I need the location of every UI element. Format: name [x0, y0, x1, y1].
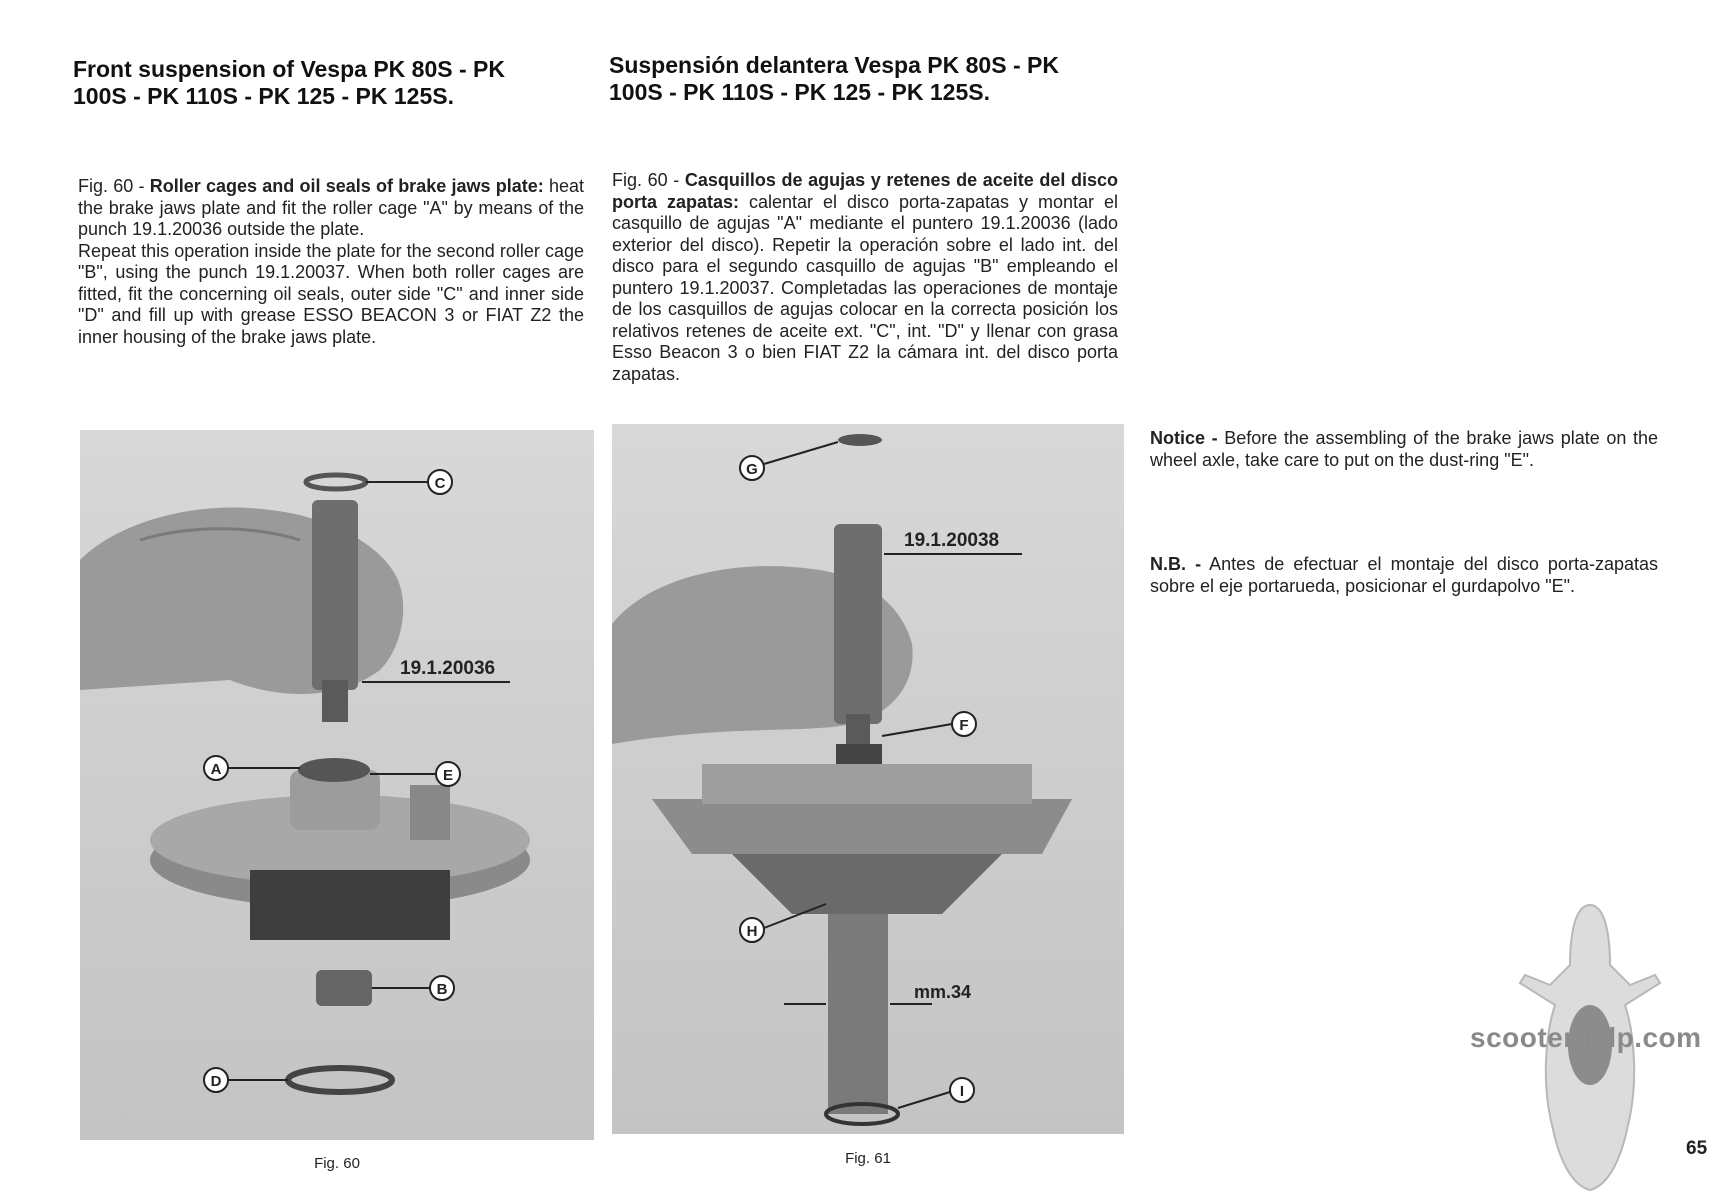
watermark-text: scooterhelp.com	[1470, 1022, 1702, 1053]
heading-spanish	[609, 52, 1129, 106]
body-english	[78, 176, 584, 348]
jaw-lever	[410, 785, 450, 840]
tool-label-fig60: 19.1.20036	[400, 658, 496, 679]
figure-60-illustration	[80, 430, 594, 1140]
seal-d-shape	[288, 1068, 392, 1092]
punch-tool	[312, 500, 358, 690]
dimension-label: mm.34	[914, 982, 972, 1002]
label-h: H	[746, 923, 758, 940]
fig-title-spanish: Casquillos de agujas y retenes de aceite del disco porta zapatas:	[612, 170, 1119, 212]
label-b: B	[436, 981, 448, 998]
brake-plate-housing	[250, 870, 450, 940]
label-i: I	[959, 1083, 965, 1100]
brake-drum-top	[702, 764, 1032, 804]
figure-60-caption: Fig. 60	[314, 1155, 360, 1172]
label-c: C	[434, 475, 446, 492]
notice-label: Notice -	[1150, 428, 1218, 448]
label-g: G	[746, 461, 758, 478]
label-a: A	[210, 761, 222, 778]
heading-spanish-line2: 100S - PK 110S - PK 125 - PK 125S.	[609, 79, 990, 105]
seal-g-shape	[838, 434, 882, 446]
paragraph-spanish: calentar el disco porta-zapatas y montar el casquillo de agujas "A" mediante el puntero 19.1.20036 (lado exterior del disco). Repetir la operación sobre el lado int. del disco para el segundo casquillo de agujas "B" empleando el puntero 19.1.20037. Completadas las operaciones de montaje de los casquillos de agujas colocar en la correcta posición los relativos retenes de aceite ext. "C", int. "D" y llenar con grasa Esso Beacon 3 o bien FIAT Z2 la cámara int. del disco porta zapatas.	[612, 191, 1119, 384]
fig-prefix-spanish: Fig. 60 -	[612, 170, 685, 190]
punch-tip	[322, 680, 348, 722]
punch-tool-fig61	[834, 524, 882, 724]
heading-spanish-line1: Suspensión delantera Vespa PK 80S - PK	[609, 52, 1059, 78]
brake-drum-bottom	[732, 854, 1002, 914]
notice-english	[1150, 428, 1658, 471]
nb-label: N.B. -	[1150, 554, 1202, 574]
notice-text: Before the assembling of the brake jaws plate on the wheel axle, take care to put on the dust-ring "E".	[1150, 428, 1658, 470]
leader-i	[898, 1092, 950, 1108]
wheel-axle-shape	[828, 914, 888, 1114]
body-english-p2: Repeat this operation inside the plate for the second roller cage "B", using the punch 19.1.20037. When both roller cages are fitted, fit the concerning oil seals, outer side "C" and inner side "D" and fill up with grease ESSO BEACON 3 or FIAT Z2 the inner housing of the brake jaws plate.	[78, 240, 584, 347]
tool-label-fig61: 19.1.20038	[904, 530, 1000, 551]
brake-drum-shape	[652, 799, 1072, 854]
paragraph1-english: heat the brake jaws plate and fit the roller cage "A" by means of the punch 19.1.20036 outside the plate.	[78, 176, 584, 239]
label-e: E	[442, 767, 454, 784]
figure-60-photo	[80, 430, 594, 1140]
figure-61-photo	[612, 424, 1124, 1134]
leader-f	[882, 724, 952, 736]
nb-spanish	[1150, 554, 1658, 597]
heading-english-line1: Front suspension of Vespa PK 80S - PK	[73, 56, 505, 82]
label-d: D	[210, 1073, 222, 1090]
roller-cage-a-shape	[298, 758, 370, 782]
page-number: 65	[1686, 1138, 1708, 1159]
figure-61-illustration	[612, 424, 1124, 1134]
label-f: F	[959, 717, 969, 734]
fig-prefix-english: Fig. 60 -	[78, 176, 150, 196]
heading-english-line2: 100S - PK 110S - PK 125 - PK 125S.	[73, 83, 454, 109]
leader-g	[764, 442, 838, 464]
nb-text: Antes de efectuar el montaje del disco porta-zapatas sobre el eje portarueda, posicionar el gurdapolvo "E".	[1150, 554, 1658, 596]
figure-61-caption: Fig. 61	[845, 1150, 891, 1167]
heading-english	[73, 56, 593, 110]
seal-c-shape	[306, 475, 366, 489]
body-english-p1	[78, 176, 584, 241]
roller-cage-b-shape	[316, 970, 372, 1006]
body-spanish	[612, 170, 1118, 385]
fig-title-english: Roller cages and oil seals of brake jaws plate:	[149, 176, 544, 196]
